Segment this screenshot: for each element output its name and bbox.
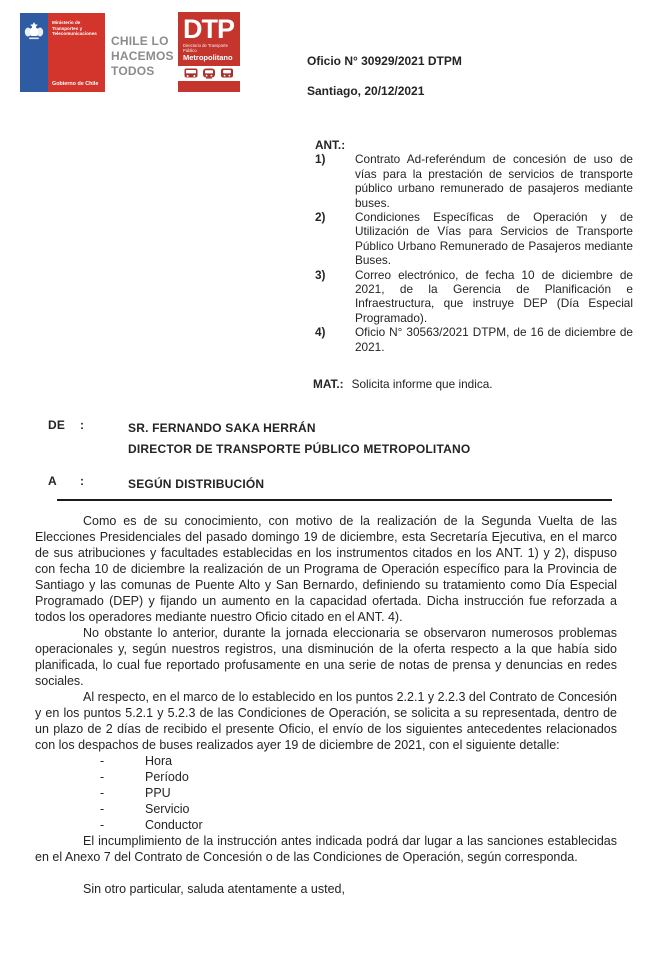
ant-item-number: 1) — [315, 152, 326, 167]
list-item-conductor — [35, 817, 617, 833]
to-colon: : — [80, 474, 85, 488]
ant-item-number: 3) — [315, 267, 326, 282]
detail-list — [35, 753, 617, 833]
to-value: SEGÚN DISTRIBUCIÓN — [128, 477, 265, 491]
from-value — [128, 418, 608, 460]
dash-bullet: - — [100, 802, 105, 816]
dash-bullet: - — [100, 754, 105, 768]
dash-bullet: - — [100, 786, 105, 800]
list-item-ppu — [35, 785, 617, 801]
ant-item-3 — [315, 268, 633, 326]
sender-name: SR. FERNANDO SAKA HERRÁN — [128, 421, 316, 435]
dtp-vehicles-strip — [178, 66, 240, 81]
list-item-label: Período — [145, 770, 189, 784]
paragraph-3: Al respecto, en el marco de lo establecido en los puntos 2.2.1 y 2.2.3 del Contrato de Concesión y en los puntos 5.2.1 y 5.2.3 de las Condiciones de Operación, se solicita a su representada, dentro de un plazo de 2 días de recibido el presente Oficio, el envío de los siguientes antecedentes relacionados con los despachos de buses realizados ayer 19 de diciembre de 2021, con el siguiente detalle: — [35, 690, 617, 752]
oficio-number: Oficio N° 30929/2021 DTPM — [307, 54, 462, 68]
antecedents-block — [315, 138, 633, 354]
paragraph-2: No obstante lo anterior, durante la jornada eleccionaria se observaron numerosos problemas operacionales y, según nuestros registros, una disminución de la oferta respecto a la que había sido planificada, lo cual fue reportado profusamente en una serie de notas de prensa y denuncias en redes sociales. — [35, 626, 617, 688]
list-item-servicio — [35, 801, 617, 817]
dtp-region: Metropolitano — [183, 53, 233, 62]
list-item-label: Hora — [145, 754, 173, 768]
from-label: DE — [48, 418, 66, 432]
to-row — [48, 474, 608, 495]
list-item-label: Conductor — [145, 818, 203, 832]
dtp-acronym: DTP — [183, 14, 234, 44]
list-item-periodo — [35, 769, 617, 785]
to-label: A — [48, 474, 57, 488]
ant-item-text: Condiciones Específicas de Operación y de Utilización de Vías para Servicios de Transporte Público Urbano Remunerado de Pasajeros mediante Buses. — [355, 210, 633, 268]
ant-item-text: Correo electrónico, de fecha 10 de diciembre de 2021, de la Gerencia de Planificación e Infraestructura, que instruye DEP (Día Especial Programado). — [355, 267, 633, 325]
ant-item-number: 2) — [315, 210, 326, 225]
list-item-hora — [35, 753, 617, 769]
list-item-label: PPU — [145, 786, 171, 800]
list-item-label: Servicio — [145, 802, 190, 816]
ant-item-number: 4) — [315, 325, 326, 340]
ministry-name: Ministerio de Transportes y Telecomunicaciones — [52, 20, 97, 37]
ant-item-text: Contrato Ad-referéndum de concesión de uso de vías para la prestación de servicios de transporte público urbano remunerado de pasajeros mediante buses. — [355, 152, 633, 210]
letter-body — [35, 513, 617, 897]
government-logo-red-panel — [48, 13, 105, 92]
paragraph-1: Como es de su conocimiento, con motivo de la realización de la Segunda Vuelta de las Elecciones Presidenciales del pasado domingo 19 de diciembre, esta Secretaría Ejecutiva, en el marco de sus atribuciones y facultades establecidas en los instrumentos citados en los ANT. 1) y 2), dispuso con fecha 10 de diciembre la realización de un Programa de Operación específico para la Provincia de Santiago y las comunas de Puente Alto y San Bernardo, definiendo su tratamiento como Día Especial Programado (DEP) y fijando un aumento en la capacidad ofertada. Dicha instrucción fue reforzada a todos los operadores mediante nuestro Oficio citado en el ANT. 4). — [35, 514, 617, 624]
train-icon — [220, 68, 234, 79]
city-and-date: Santiago, 20/12/2021 — [307, 84, 425, 98]
government-logo-blue-panel — [20, 13, 48, 92]
ant-item-4 — [315, 325, 633, 354]
mat-label: MAT.: — [313, 377, 344, 391]
dash-bullet: - — [100, 770, 105, 784]
from-colon: : — [80, 418, 85, 432]
closing-line: Sin otro particular, saluda atentamente a usted, — [83, 882, 345, 896]
coat-of-arms-icon — [23, 21, 45, 43]
ant-item-1 — [315, 152, 633, 210]
recipients-block — [48, 418, 608, 495]
from-row — [48, 418, 608, 460]
government-logo — [20, 13, 105, 92]
dtp-logo-base-band — [178, 81, 240, 92]
dtp-logo — [178, 12, 240, 92]
matter-row — [313, 377, 633, 391]
chile-slogan: CHILE LO HACEMOS TODOS — [111, 34, 174, 78]
ant-item-text: Oficio N° 30563/2021 DTPM, de 16 de diciembre de 2021. — [355, 325, 633, 354]
bus-icon — [184, 68, 198, 79]
ant-label: ANT.: — [315, 138, 346, 152]
gobierno-de-chile-label: Gobierno de Chile — [52, 81, 99, 87]
ant-item-2 — [315, 210, 633, 268]
sender-title: DIRECTOR DE TRANSPORTE PÚBLICO METROPOLITANO — [128, 442, 471, 456]
dash-bullet: - — [100, 818, 105, 832]
mat-text: Solicita informe que indica. — [351, 377, 493, 391]
horizontal-divider — [57, 499, 612, 501]
paragraph-4: El incumplimiento de la instrucción antes indicada podrá dar lugar a las sanciones establecidas en el Anexo 7 del Contrato de Concesión o de las Condiciones de Operación, según corresponda. — [35, 834, 617, 864]
metro-train-icon — [202, 68, 216, 79]
dtp-subtitle: Directorio de Transporte Público — [183, 43, 228, 53]
